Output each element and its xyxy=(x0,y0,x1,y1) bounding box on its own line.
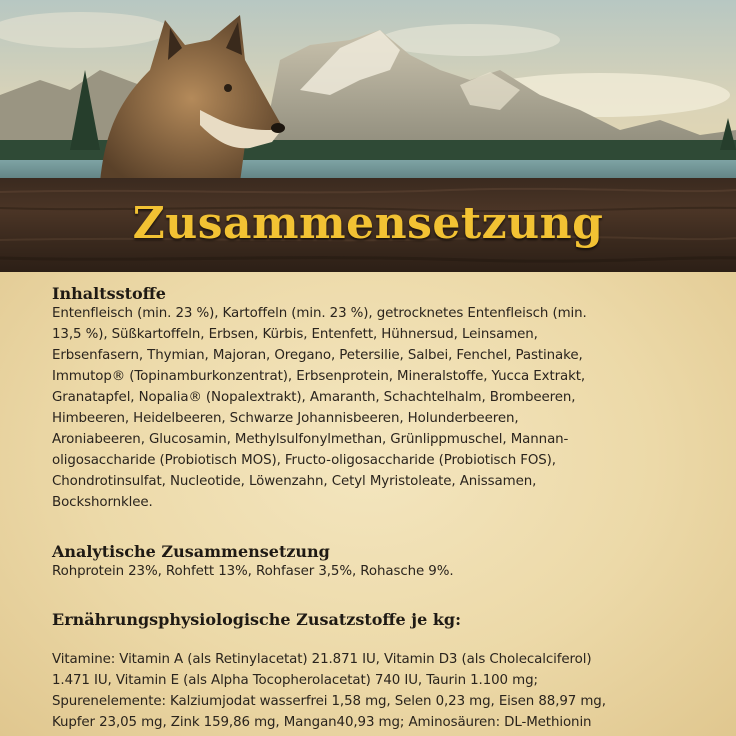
text-line: Granatapfel, Nopalia® (Nopalextrakt), Amaranth, Schachtelhalm, Brombeeren, xyxy=(52,390,576,405)
text-line: 1.471 IU, Vitamin E (als Alpha Tocopherolacetat) 740 IU, Taurin 1.100 mg; xyxy=(52,673,538,688)
text-line: Bockshornklee. xyxy=(52,495,153,510)
text-line: Aroniabeeren, Glucosamin, Methylsulfonylmethan, Grünlippmuschel, Mannan- xyxy=(52,432,569,447)
text-line: Entenfleisch (min. 23 %), Kartoffeln (min. 23 %), getrocknetes Entenfleisch (min. xyxy=(52,306,587,321)
analytical-section xyxy=(52,542,454,582)
text-line: Spurenelemente: Kalziumjodat wasserfrei 1,58 mg, Selen 0,23 mg, Eisen 88,97 mg, xyxy=(52,694,606,709)
ingredients-heading: Inhaltsstoffe xyxy=(52,284,166,303)
text-line: Kupfer 23,05 mg, Zink 159,86 mg, Mangan40,93 mg; Aminosäuren: DL-Methionin xyxy=(52,715,592,730)
text-line: Chondrotinsulfat, Nucleotide, Löwenzahn, Cetyl Myristoleate, Anissamen, xyxy=(52,474,537,489)
text-line: Erbsenfasern, Thymian, Majoran, Oregano, Petersilie, Salbei, Fenchel, Pastinake, xyxy=(52,348,583,363)
parchment-panel xyxy=(0,272,736,736)
ingredients-section xyxy=(52,284,587,513)
additives-text xyxy=(52,649,606,733)
analytical-heading: Analytische Zusammensetzung xyxy=(52,542,330,561)
text-line: Vitamine: Vitamin A (als Retinylacetat) 21.871 IU, Vitamin D3 (als Cholecalciferol) xyxy=(52,652,592,667)
text-line: 13,5 %), Süßkartoffeln, Erbsen, Kürbis, Entenfett, Hühnersud, Leinsamen, xyxy=(52,327,538,342)
text-line: Immutop® (Topinamburkonzentrat), Erbsenprotein, Mineralstoffe, Yucca Extrakt, xyxy=(52,369,586,384)
title-banner xyxy=(0,178,736,272)
text-line: Rohprotein 23%, Rohfett 13%, Rohfaser 3,5%, Rohasche 9%. xyxy=(52,564,454,579)
wolf-landscape-illustration xyxy=(0,0,736,182)
text-line: oligosaccharide (Probiotisch MOS), Fructo-oligosaccharide (Probiotisch FOS), xyxy=(52,453,556,468)
additives-section xyxy=(52,610,606,733)
ingredients-text xyxy=(52,303,587,513)
analytical-text xyxy=(52,561,454,582)
text-line: Himbeeren, Heidelbeeren, Schwarze Johannisbeeren, Holunderbeeren, xyxy=(52,411,519,426)
hero-image xyxy=(0,0,736,182)
page-title: Zusammensetzung xyxy=(132,198,604,249)
additives-heading: Ernährungsphysiologische Zusatzstoffe je kg: xyxy=(52,610,462,629)
